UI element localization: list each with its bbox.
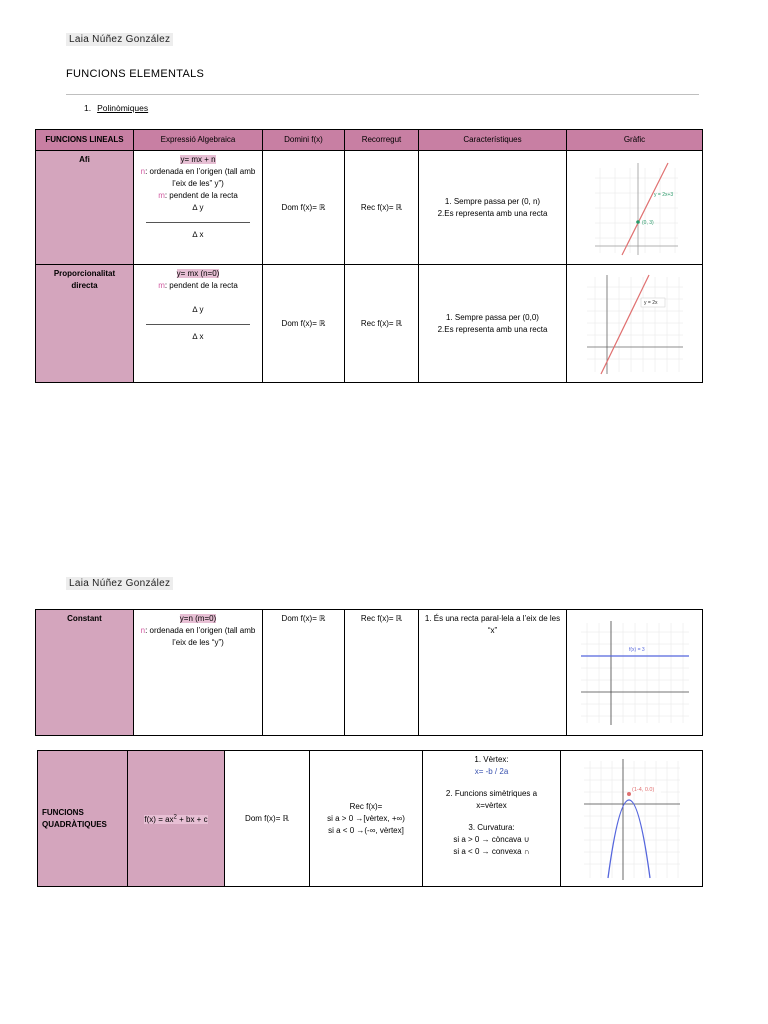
range-cell: Rec f(x)= ℝ [345,265,419,383]
vertex-label: (1-4, 0.0) [631,786,654,793]
characteristic: 1. Sempre passa per (0,0) [446,312,539,322]
section-label: Polinòmiques [97,103,149,113]
characteristic-title: 3. Curvatura: [468,823,515,832]
quadratic-function-table [37,750,703,887]
expression: y= mx (n=0) [176,269,220,278]
var-desc: : pendent de la recta [164,281,238,290]
section-heading [84,103,148,113]
expression: y=n (m=0) [179,614,217,623]
characteristic: 1. Sempre passa per (0, n) [444,196,541,206]
constant-function-table [35,609,703,736]
expression-part: + bx + c [176,814,208,824]
row-name: FUNCIONS QUADRÀTIQUES [38,751,128,887]
fraction-line [146,222,250,223]
characteristic: 2.Es representa amb una recta [437,324,548,334]
row-name: Proporcionalitat directa [36,265,134,383]
var-label: n [140,167,146,176]
author-name: Laia Núñez González [66,33,173,46]
expression-part: f(x) = ax [144,814,174,824]
table-row [38,751,703,887]
col-header: Domini f(x) [263,130,345,151]
domain-cell: Dom f(x)= ℝ [263,151,345,265]
expression [144,815,207,824]
divider [66,94,699,95]
curvature-case: si a > 0 → còncava ∪ [453,835,530,844]
characteristics-cell: 1. És una recta paral·lela a l’eix de les “x” [419,610,567,736]
slope-numerator: ∆ y [192,203,204,212]
domain-cell: Dom f(x)= ℝ [263,610,345,736]
range-cell: Rec f(x)= ℝ [345,610,419,736]
table-row [36,610,703,736]
graph-cell [561,751,703,887]
characteristics-cell [423,751,561,887]
line-label: f(x) = 3 [628,646,645,653]
expression: y= mx + n [180,155,216,164]
slope-denominator: ∆ x [192,332,204,341]
graph-affine [590,158,680,258]
domain-cell: Dom f(x)= ℝ [225,751,310,887]
range-title: Rec f(x)= [349,801,383,811]
table-header-row [36,130,703,151]
domain-cell: Dom f(x)= ℝ [263,265,345,383]
range-case: si a > 0 →[vèrtex, +∞) [327,813,405,823]
range-case: si a < 0 →(-∞, vèrtex] [328,825,404,835]
characteristic: 2.Es representa amb una recta [437,208,548,218]
line-label: y = 2x [643,299,657,306]
var-label: n [140,626,146,635]
expression-cell [134,610,263,736]
var-label: m [158,281,165,290]
graph-quadratic [582,756,682,882]
expression-cell [134,265,263,383]
col-header: FUNCIONS LINEALS [36,130,134,151]
exponent: 2 [173,814,177,821]
range-cell: Rec f(x)= ℝ [345,151,419,265]
graph-cell [567,151,703,265]
characteristic-title: 1. Vèrtex: [474,755,509,764]
characteristics-cell [419,265,567,383]
characteristic: 2. Funcions simètriques a [445,789,538,798]
col-header: Característiques [419,130,567,151]
curvature-case: si a < 0 → convexa ∩ [453,847,530,856]
author-name: Laia Núñez González [66,577,173,590]
slope-numerator: ∆ y [192,305,204,314]
col-header: Recorregut [345,130,419,151]
slope-denominator: ∆ x [192,230,204,239]
graph-proportional [585,272,685,376]
table-row [36,151,703,265]
row-name: Constant [36,610,134,736]
var-desc: : pendent de la recta [164,191,238,200]
characteristic: x=vèrtex [476,801,507,810]
expression-cell [134,151,263,265]
expression-cell [128,751,225,887]
point-label: (0, 3) [641,219,654,226]
graph-constant [579,618,691,728]
var-label: m [158,191,165,200]
col-header: Gràfic [567,130,703,151]
range-cell [310,751,423,887]
col-header: Expressió Algebraica [134,130,263,151]
page-title: FUNCIONS ELEMENTALS [66,68,205,80]
graph-cell [567,610,703,736]
table-row [36,265,703,383]
fraction-line [146,324,250,325]
var-desc: : ordenada en l’origen (tall amb l’eix de les “y”) [145,626,256,647]
row-name: Afi [36,151,134,265]
graph-cell [567,265,703,383]
vertex-formula: x= -b / 2a [474,767,509,776]
linear-functions-table [35,129,703,383]
line-label: y = 2x+3 [653,191,673,198]
section-number: 1. [84,103,92,113]
characteristics-cell [419,151,567,265]
var-desc: : ordenada en l’origen (tall amb l’eix de les” y”) [145,167,256,188]
